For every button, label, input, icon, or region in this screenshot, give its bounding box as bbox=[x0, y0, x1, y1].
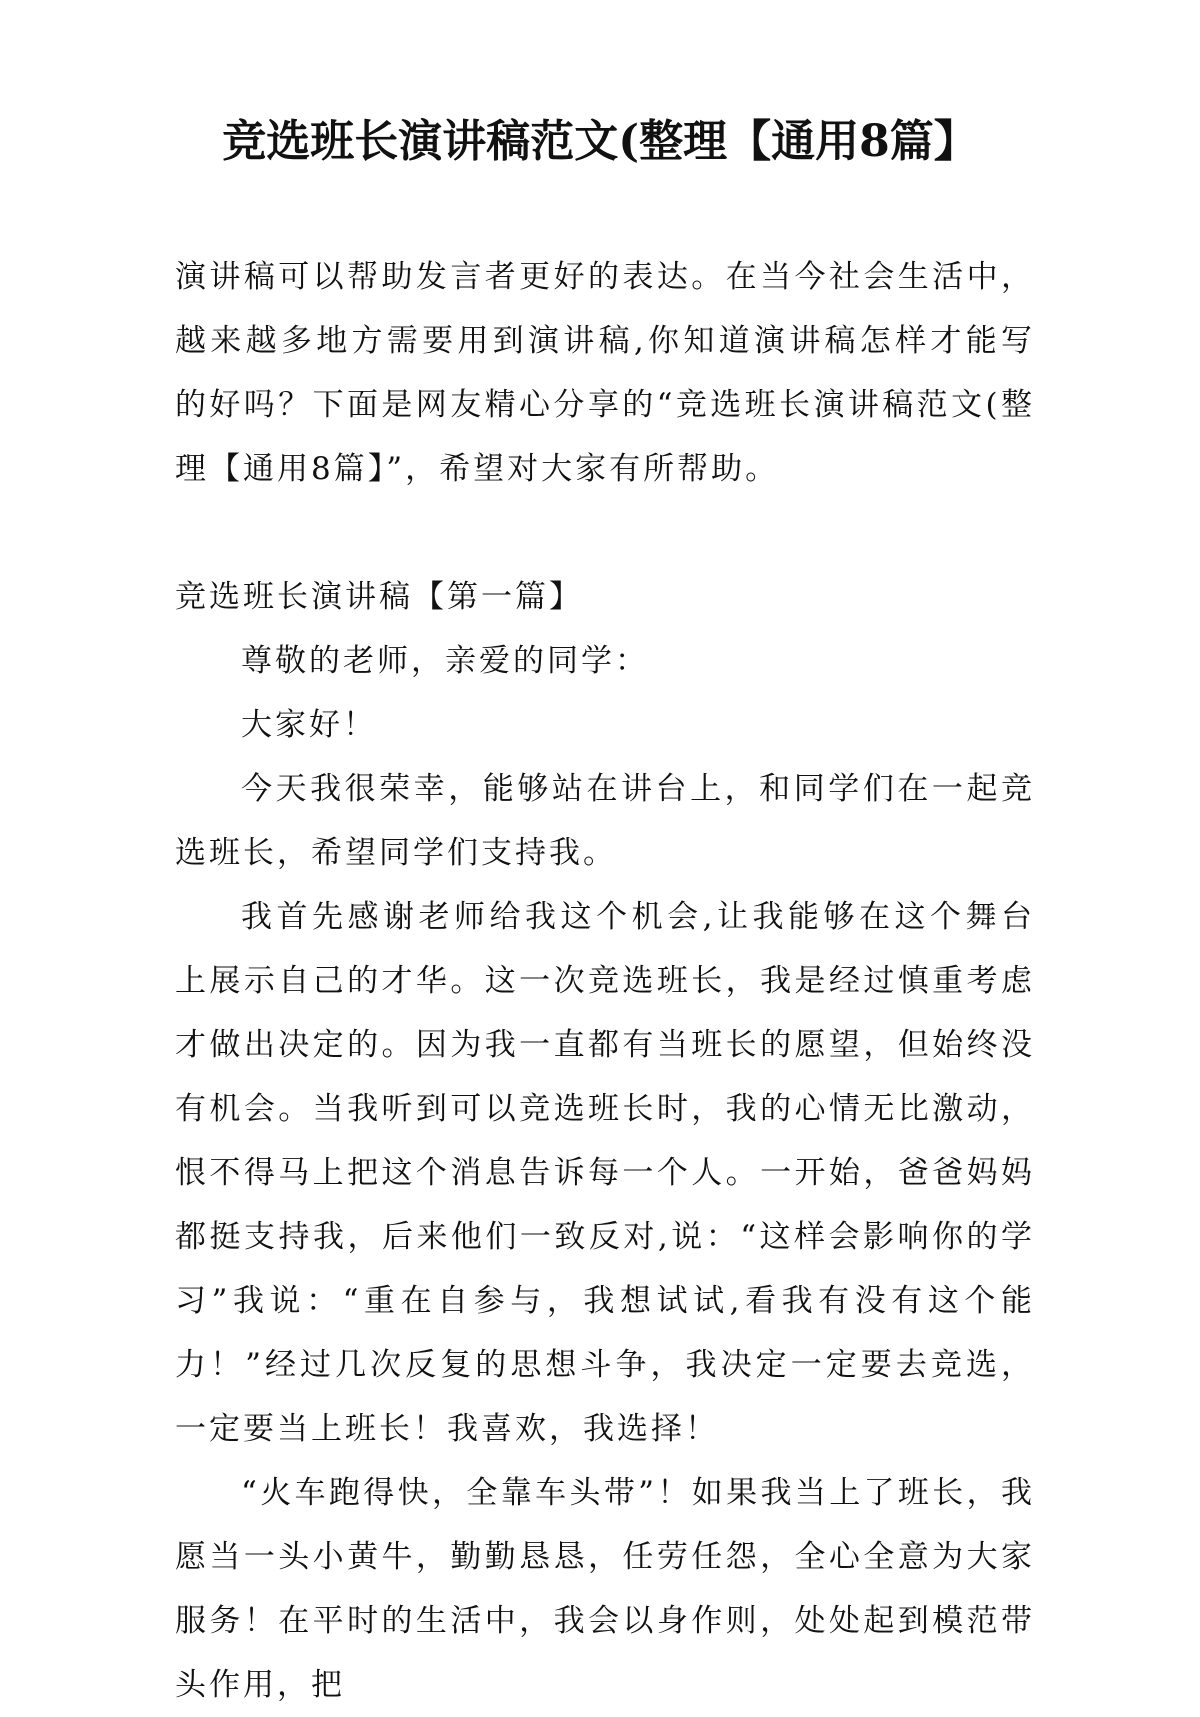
section-heading: 竞选班长演讲稿【第一篇】 bbox=[175, 579, 583, 615]
body-paragraph: 今天我很荣幸，能够站在讲台上，和同学们在一起竞选班长，希望同学们支持我。 bbox=[175, 771, 1035, 871]
body-paragraph: “火车跑得快，全靠车头带”！如果我当上了班长，我愿当一头小黄牛，勤勤恳恳，任劳任怨，全心全意为大家服务！在平时的生活中，我会以身作则，处处起到模范带头作用，把 bbox=[175, 1475, 1035, 1703]
document-title: 竞选班长演讲稿范文(整理【通用8篇】 bbox=[222, 116, 978, 167]
document-body bbox=[175, 245, 1035, 1717]
intro-paragraph: 演讲稿可以帮助发言者更好的表达。在当今社会生活中，越来越多地方需要用到演讲稿,你知道演讲稿怎样才能写的好吗？下面是网友精心分享的“竞选班长演讲稿范文(整理【通用8篇】”，希望对大家有所帮助。 bbox=[175, 259, 1035, 487]
body-paragraph: 我首先感谢老师给我这个机会,让我能够在这个舞台上展示自己的才华。这一次竞选班长，我是经过慎重考虑才做出决定的。因为我一直都有当班长的愿望，但始终没有机会。当我听到可以竞选班长时，我的心情无比激动，恨不得马上把这个消息告诉每一个人。一开始，爸爸妈妈都挺支持我，后来他们一致反对,说：“这样会影响你的学习”我说：“重在自参与，我想试试,看我有没有这个能力！”经过几次反复的思想斗争，我决定一定要去竞选，一定要当上班长！我喜欢，我选择！ bbox=[175, 899, 1035, 1447]
salutation: 尊敬的老师，亲爱的同学： bbox=[241, 643, 649, 679]
greeting: 大家好！ bbox=[241, 707, 377, 743]
